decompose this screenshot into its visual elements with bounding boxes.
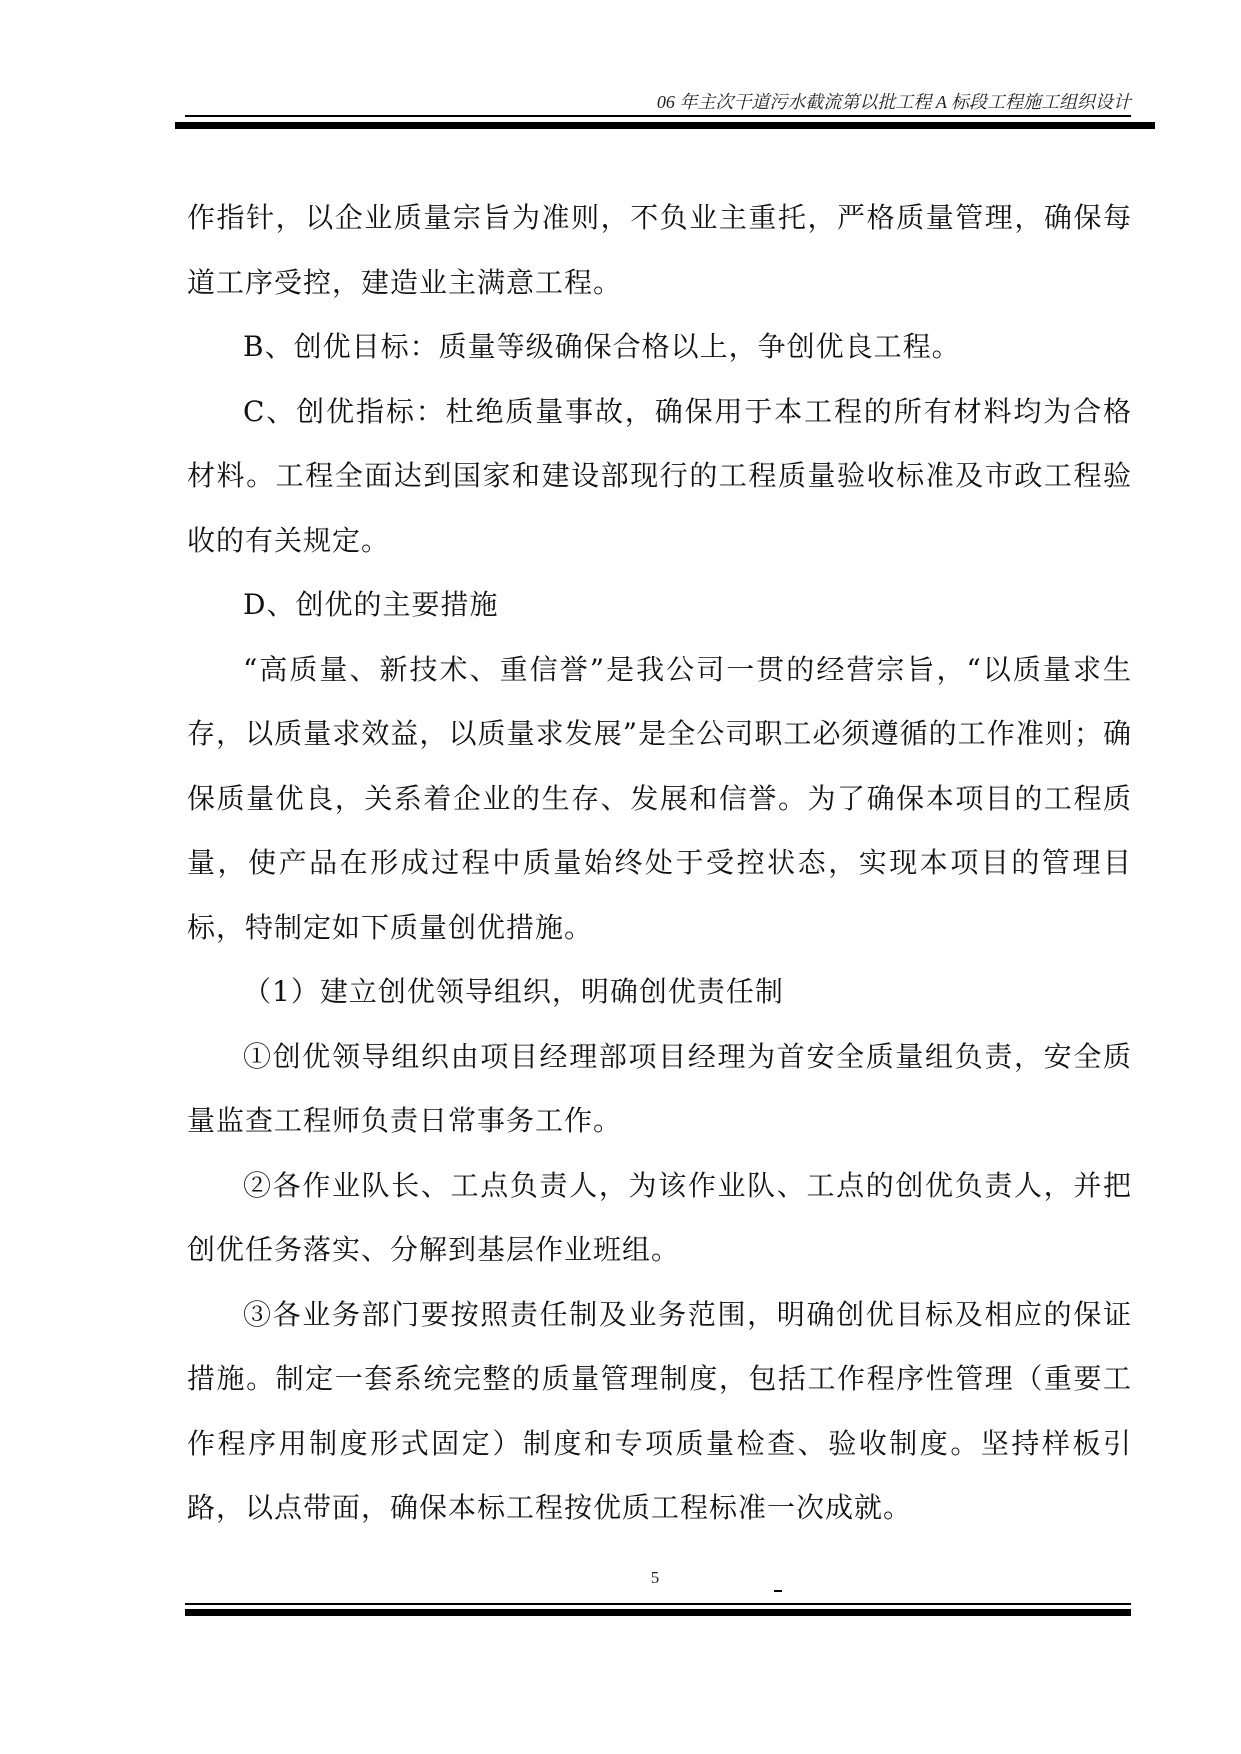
footer-thick-rule	[185, 1609, 1131, 1616]
paragraph-8: ②各作业队长、工点负责人，为该作业队、工点的创优负责人，并把创优任务落实、分解到基层作业班组。	[187, 1168, 1132, 1266]
footer-thin-rule	[185, 1603, 1131, 1605]
footer-dash-mark	[774, 1590, 782, 1592]
document-body	[187, 186, 1132, 1541]
paragraph-2: B、创优目标：质量等级确保合格以上，争创优良工程。	[243, 330, 961, 363]
page-number: 5	[650, 1568, 660, 1587]
paragraph-6: （1）建立创优领导组织，明确创优责任制	[243, 975, 784, 1008]
paragraph-9: ③各业务部门要按照责任制及业务范围，明确创优目标及相应的保证措施。制定一套系统完整的质量管理制度，包括工作程序性管理（重要工作程序用制度形式固定）制度和专项质量检查、验收制度。坚持样板引路，以点带面，确保本标工程按优质工程标准一次成就。	[187, 1297, 1132, 1524]
paragraph-1: 作指针，以企业质量宗旨为准则，不负业主重托，严格质量管理，确保每道工序受控，建造业主满意工程。	[187, 201, 1132, 299]
paragraph-7: ①创优领导组织由项目经理部项目经理为首安全质量组负责，安全质量监查工程师负责日常事务工作。	[187, 1039, 1132, 1137]
header-thin-rule	[185, 115, 1131, 117]
paragraph-4: D、创优的主要措施	[243, 588, 499, 621]
header-thick-rule	[175, 122, 1155, 129]
document-header-title: 06 年主次干道污水截流第以批工程 A 标段工程施工组织设计	[656, 92, 1131, 112]
paragraph-5: “高质量、新技术、重信誉”是我公司一贯的经营宗旨，“以质量求生存，以质量求效益，以质量求发展”是全公司职工必须遵循的工作准则；确保质量优良，关系着企业的生存、发展和信誉。为了确保本项目的工程质量，使产品在形成过程中质量始终处于受控状态，实现本项目的管理目标，特制定如下质量创优措施。	[187, 652, 1132, 944]
paragraph-3: C、创优指标：杜绝质量事故，确保用于本工程的所有材料均为合格材料。工程全面达到国家和建设部现行的工程质量验收标准及市政工程验收的有关规定。	[187, 394, 1132, 557]
